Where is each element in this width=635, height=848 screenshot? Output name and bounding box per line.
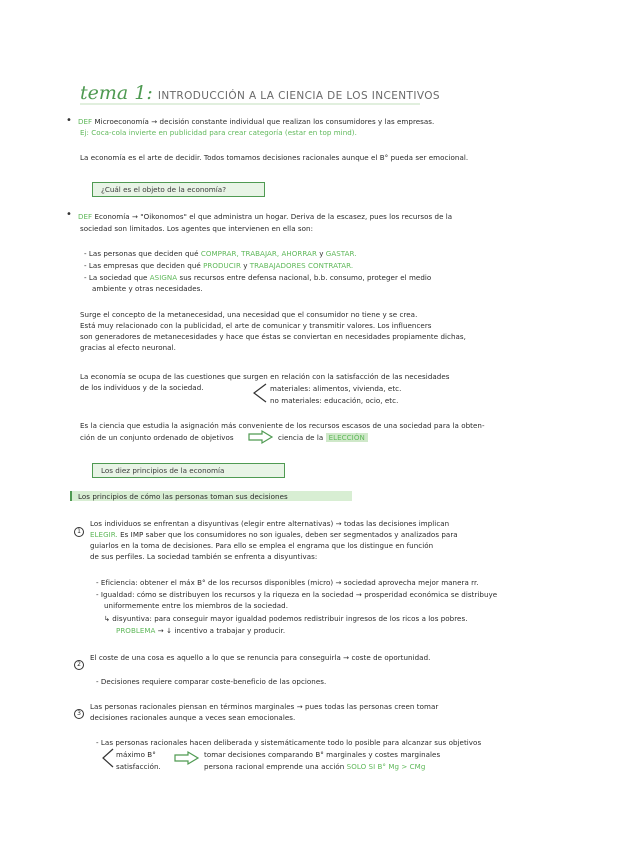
principle-1-line: Los individuos se enfrentan a disyuntivas (elegir entre alternativas) → todas las decisiones implican <box>90 519 450 528</box>
paragraph-line: La economía se ocupa de las cuestiones que surgen en relación con la satisfacción de las necesidades <box>80 372 450 381</box>
def-economia <box>78 212 452 221</box>
number-circle-3: 3 <box>74 700 84 719</box>
example-cocacola: Ej: Coca-cola invierte en publicidad para crear categoría (estar en top mind). <box>80 128 357 137</box>
paragraph-line: Es la ciencia que estudia la asignación más conveniente de los recursos escasos de una sociedad para la obten- <box>80 421 485 430</box>
principle-3-line: decisiones racionales aunque a veces sean emocionales. <box>90 713 296 722</box>
def-economia-text: Economía → "Oikonomos" el que administra un hogar. Deriva de la escasez, pues los recursos de la <box>94 212 453 221</box>
page-title <box>80 82 440 104</box>
list-item: - Decisiones requiere comparar coste-beneficio de las opciones. <box>96 677 327 686</box>
disyuntiva-note: ↳ disyuntiva: para conseguir mayor igualdad podemos redistribuir ingresos de los ricos a los pobres. <box>104 614 468 623</box>
box-question: ¿Cuál es el objeto de la economía? <box>92 182 265 197</box>
bullet-icon: • <box>66 209 72 220</box>
bullet-icon: • <box>66 115 72 126</box>
problema-line: PROBLEMA → ↓ incentivo a trabajar y producir. <box>116 626 286 635</box>
title-prefix: tema 1: <box>80 82 153 104</box>
def-microeconomia-text: Microeconomía → decisión constante individual que realizan los consumidores y las empresas. <box>94 117 435 126</box>
principle-1-line: guiarlos en la toma de decisiones. Para ello se emplea el engrama que los distingue en función <box>90 541 434 550</box>
ciencia-eleccion: ciencia de la ELECCIÓN <box>278 433 368 442</box>
right-comparando: tomar decisiones comparando B° marginales y costes marginales <box>204 750 441 759</box>
branch-brace-icon <box>100 748 116 770</box>
principle-3-line: Las personas racionales piensan en términos marginales → pues todas las personas creen tomar <box>90 702 439 711</box>
paragraph-line: Está muy relacionado con la publicidad, el arte de comunicar y transmitir valores. Los influencers <box>80 321 432 330</box>
paragraph-line: ción de un conjunto ordenado de objetivos <box>80 433 234 442</box>
right-accion: persona racional emprende una acción SOLO SI B° Mg > CMg <box>204 762 426 771</box>
number-circle-1: 1 <box>74 518 84 537</box>
principle-1-line: ELEGIR. Es IMP saber que los consumidores no son iguales, deben ser segmentados y analizados para <box>90 530 458 539</box>
branch-materiales: materiales: alimentos, vivienda, etc. <box>270 384 402 393</box>
left-satisfaccion: satisfacción. <box>116 762 161 771</box>
paragraph-line: gracias al efecto neuronal. <box>80 343 176 352</box>
number-circle-2: 2 <box>74 651 84 670</box>
box-diez-principios: Los diez principios de la economía <box>92 463 285 478</box>
list-item: - Las personas que deciden qué COMPRAR, TRABAJAR, AHORRAR y GASTAR. <box>84 249 357 258</box>
principle-2-line: El coste de una cosa es aquello a lo que se renuncia para conseguirla → coste de oportunidad. <box>90 653 431 662</box>
paragraph-line: son generadores de metanecesidades y hace que éstas se conviertan en necesidades propiamente dichas, <box>80 332 466 341</box>
principle-1-line: de sus perfiles. La sociedad también se enfrenta a disyuntivas: <box>90 552 318 561</box>
paragraph-decidir: La economía es el arte de decidir. Todos tomamos decisiones racionales aunque el B° pueda ser emocional. <box>80 153 469 162</box>
section-header: Los principios de cómo las personas toman sus decisiones <box>78 492 288 501</box>
list-item: - Las personas racionales hacen deliberada y sistemáticamente todo lo posible para alcanzar sus objetivos <box>96 738 482 747</box>
left-maximo: máximo B° <box>116 750 156 759</box>
def-economia-line2: sociedad son limitados. Los agentes que intervienen en ella son: <box>80 224 314 233</box>
title-text: INTRODUCCIÓN A LA CIENCIA DE LOS INCENTIVOS <box>157 90 440 102</box>
def-label: DEF <box>78 212 93 221</box>
paragraph-line: de los individuos y de la sociedad. <box>80 383 204 392</box>
list-item-continuation: uniformemente entre los miembros de la sociedad. <box>104 601 289 610</box>
paragraph-line: Surge el concepto de la metanecesidad, una necesidad que el consumidor no tiene y se crea. <box>80 310 418 319</box>
list-item: - La sociedad que ASIGNA sus recursos entre defensa nacional, b.b. consumo, proteger el medio <box>84 273 432 282</box>
list-item-igualdad: - Igualdad: cómo se distribuyen los recursos y la riqueza en la sociedad → prosperidad económica se distribuye <box>96 590 498 599</box>
title-underline <box>80 103 430 107</box>
list-item: - Las empresas que deciden qué PRODUCIR y TRABAJADORES CONTRATAR. <box>84 261 354 270</box>
def-label: DEF <box>78 117 93 126</box>
branch-no-materiales: no materiales: educación, ocio, etc. <box>270 396 399 405</box>
branch-brace-icon <box>250 382 270 406</box>
def-microeconomia <box>78 117 434 126</box>
arrow-right-icon <box>248 430 274 444</box>
arrow-right-icon <box>174 751 200 765</box>
list-item-continuation: ambiente y otras necesidades. <box>92 284 203 293</box>
list-item-eficiencia: - Eficiencia: obtener el máx B° de los recursos disponibles (micro) → sociedad aprovecha mejor manera rr. <box>96 578 479 587</box>
problema-label: PROBLEMA <box>116 626 156 635</box>
